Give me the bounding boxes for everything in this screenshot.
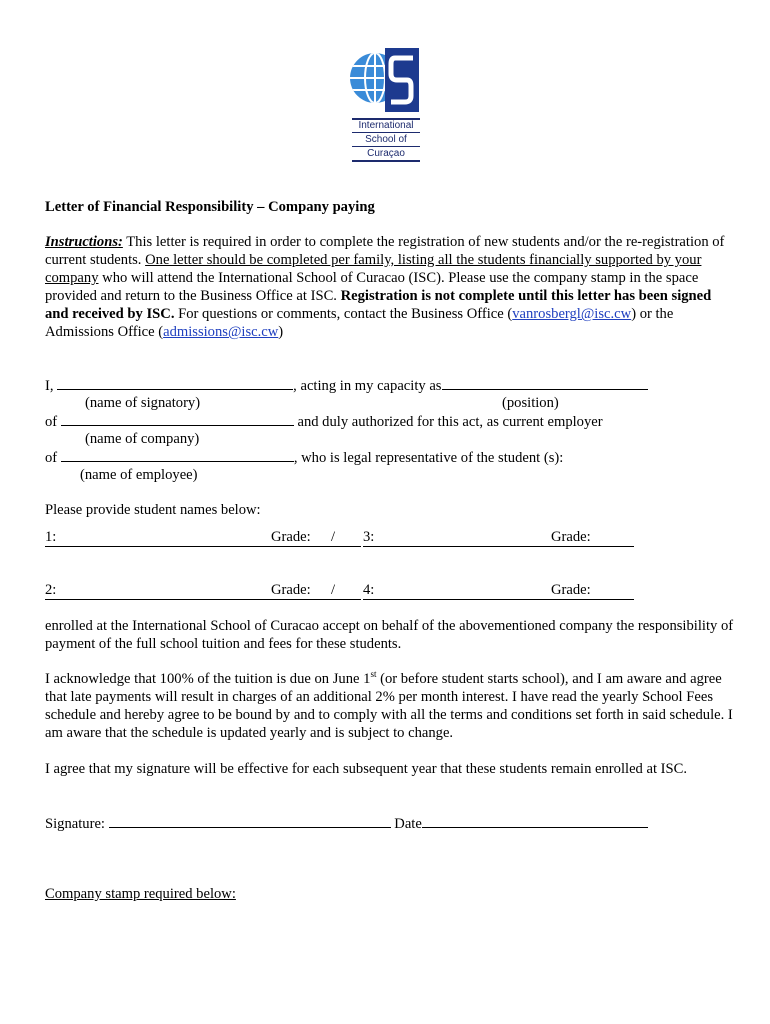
logo-rule-bottom — [352, 160, 420, 162]
student-4-field[interactable] — [363, 581, 634, 600]
company-name-field[interactable] — [61, 412, 294, 426]
slot-label: 4: — [363, 582, 375, 598]
employee-row — [45, 448, 563, 467]
instructions-bold: Registration is not complete until this letter has been signed and received by ISC. — [45, 288, 712, 322]
position-caption: (position) — [502, 395, 559, 411]
instructions-text: who will attend the International School of Curacao (ISC). Please use the company stamp in the space provided and return to the Business Office at ISC. — [45, 270, 699, 304]
signatory-caption: (name of signatory) — [85, 395, 201, 411]
signature-field[interactable] — [109, 814, 391, 828]
student-row-3 — [363, 528, 634, 547]
acknowledge-paragraph — [45, 670, 735, 742]
date-label: Date — [390, 816, 422, 832]
row-prefix: of — [45, 414, 61, 430]
instructions-underlined: One letter should be completed per family, listing all the students financially supported by your company — [45, 252, 702, 286]
grade-label: Grade: — [551, 529, 591, 545]
company-row — [45, 412, 603, 431]
position-field[interactable] — [442, 376, 648, 390]
slot-label: 2: — [45, 582, 57, 598]
grade-label: Grade: — [271, 529, 311, 545]
business-office-email-link[interactable]: vanrosbergl@isc.cw — [512, 306, 632, 322]
grade-label: Grade: — [551, 582, 591, 598]
company-caption: (name of company) — [85, 431, 200, 447]
row-text: and duly authorized for this act, as current employer — [293, 414, 603, 430]
instructions-text: ) or the Admissions Office ( — [45, 306, 674, 340]
ack-superscript: st — [370, 669, 377, 680]
company-stamp-label: Company stamp required below: — [45, 886, 236, 902]
logo-line-1: International — [358, 120, 414, 131]
logo-line-2: School of — [365, 134, 407, 145]
students-prompt: Please provide student names below: — [45, 502, 261, 518]
ack-text: I acknowledge that 100% of the tuition is due on June 1 — [45, 671, 371, 687]
row-prefix: of — [45, 450, 61, 466]
student-1-field[interactable] — [45, 528, 361, 547]
student-row-4 — [363, 581, 634, 600]
student-row-2 — [45, 581, 361, 600]
slot-label: 1: — [45, 529, 57, 545]
grade-slash: / — [331, 529, 336, 545]
grade-slash: / — [331, 582, 336, 598]
grade-label: Grade: — [271, 582, 311, 598]
signatory-row — [45, 376, 648, 395]
instructions-label: Instructions: — [45, 234, 123, 250]
student-row-1 — [45, 528, 361, 547]
employee-name-field[interactable] — [61, 448, 294, 462]
page-title: Letter of Financial Responsibility – Company paying — [45, 199, 375, 215]
row-text: , who is legal representative of the student (s): — [293, 450, 564, 466]
signatory-name-field[interactable] — [57, 376, 293, 390]
logo-line-3: Curaçao — [367, 148, 405, 159]
row-text: , acting in my capacity as — [293, 378, 442, 394]
instructions-text: ) — [278, 324, 284, 340]
ack-text: (or before student starts school), and I am aware and agree that late payments will result in charges of an additional 2% per month interest. I have read the yearly School Fees schedule and hereby agree to be bound by and to comply with all the terms and conditions set forth in said schedule. I am aware that the schedule is updated yearly and is subject to change. — [45, 671, 733, 741]
signature-label: Signature: — [45, 816, 109, 832]
signature-row — [45, 814, 648, 833]
instructions-paragraph — [45, 233, 735, 341]
student-3-field[interactable] — [363, 528, 634, 547]
agree-paragraph: I agree that my signature will be effective for each subsequent year that these students remain enrolled at ISC. — [45, 761, 688, 777]
employee-caption: (name of employee) — [80, 467, 198, 483]
instructions-text: For questions or comments, contact the Business Office ( — [174, 306, 513, 322]
row-prefix: I, — [45, 378, 58, 394]
date-field[interactable] — [422, 814, 648, 828]
instructions-text: This letter is required in order to complete the registration of new students and/or the re-registration of current students. — [45, 234, 725, 268]
enrolled-paragraph: enrolled at the International School of Curacao accept on behalf of the abovementioned company the responsibility of payment of the full school tuition and fees for these students. — [45, 618, 734, 652]
student-2-field[interactable] — [45, 581, 361, 600]
slot-label: 3: — [363, 529, 375, 545]
globe-s-logo-icon — [345, 44, 427, 116]
admissions-email-link[interactable]: admissions@isc.cw — [163, 324, 279, 340]
